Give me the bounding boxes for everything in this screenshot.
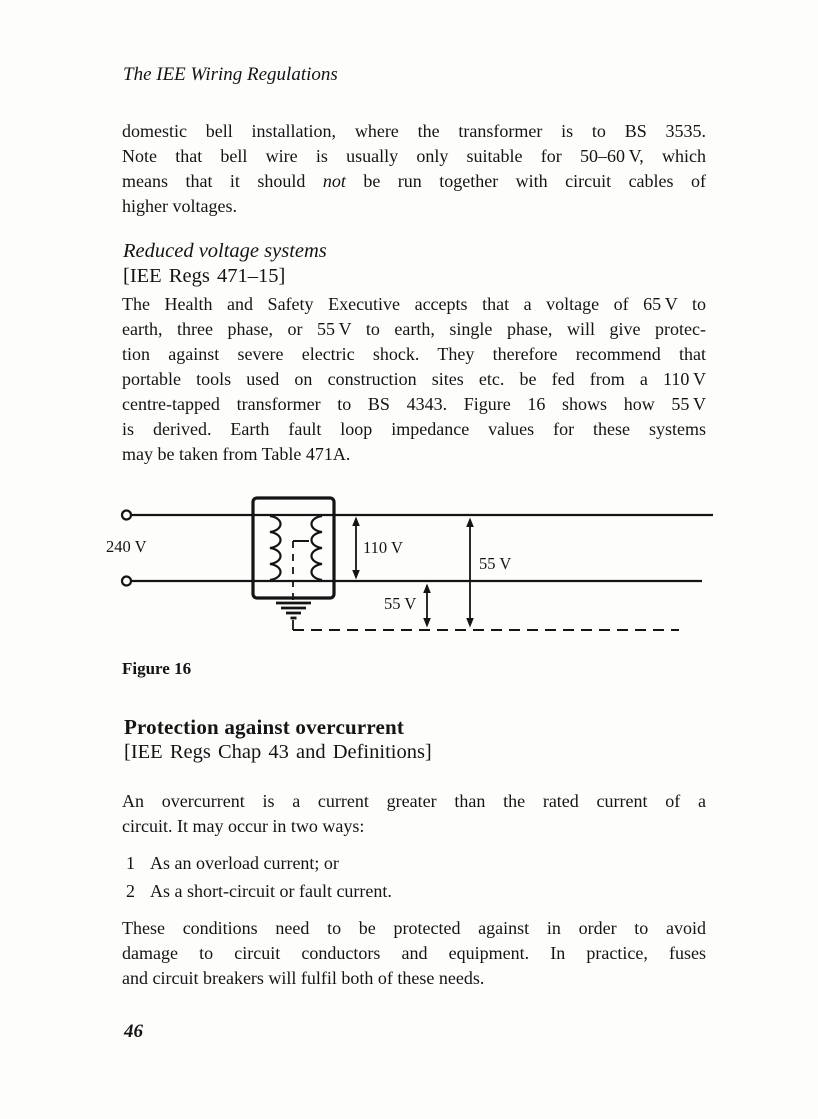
emphasis-not: not [322, 171, 346, 191]
paragraph-line: These conditions need to be protected against in order to avoid [122, 918, 706, 938]
earth-icon [276, 603, 311, 618]
list-item-number: 1 [126, 853, 135, 873]
paragraph-line: An overcurrent is a current greater than the rated current of a [122, 791, 706, 811]
page-number: 46 [124, 1021, 143, 1042]
paragraph-line: damage to circuit conductors and equipment. In practice, fuses [122, 943, 706, 963]
dimension-arrow-55v-short [423, 584, 431, 628]
paragraph-line: domestic bell installation, where the transformer is to BS 3535. [122, 121, 706, 141]
paragraph-line: earth, three phase, or 55 V to earth, single phase, will give protec- [122, 319, 706, 339]
list-item-text: As a short-circuit or fault current. [150, 881, 392, 901]
section-heading-reduced-voltage: Reduced voltage systems [123, 240, 327, 262]
dimension-arrow-110v [352, 517, 360, 580]
circuit-diagram [0, 480, 818, 650]
section-heading-overcurrent: Protection against overcurrent [124, 715, 405, 739]
paragraph-line: higher voltages. [122, 196, 237, 216]
paragraph-line: circuit. It may occur in two ways: [122, 816, 365, 836]
overcurrent-paragraph-2 [122, 916, 706, 991]
paragraph-line: is derived. Earth fault loop impedance values for these systems [122, 419, 706, 439]
label-55v-lower: 55 V [384, 594, 417, 613]
transformer-symbol [253, 498, 334, 601]
list-item [126, 879, 706, 904]
regulation-reference: [IEE Regs 471–15] [123, 265, 286, 287]
label-240v: 240 V [106, 537, 147, 556]
overcurrent-list [126, 851, 706, 907]
overcurrent-paragraph-1 [122, 789, 706, 839]
figure-caption: Figure 16 [122, 659, 192, 678]
paragraph-line: The Health and Safety Executive accepts that a voltage of 65 V to [122, 294, 706, 314]
list-item-text: As an overload current; or [150, 853, 339, 873]
running-header: The IEE Wiring Regulations [123, 64, 338, 85]
paragraph-line: portable tools used on construction sites etc. be fed from a 110 V [122, 369, 706, 389]
list-item-number: 2 [126, 881, 135, 901]
paragraph-line: may be taken from Table 471A. [122, 444, 351, 464]
paragraph-line: Note that bell wire is usually only suitable for 50–60 V, which [122, 146, 706, 166]
wires [132, 515, 714, 581]
paragraph-line: and circuit breakers will fulfil both of these needs. [122, 968, 485, 988]
paragraph-line: tion against severe electric shock. They therefore recommend that [122, 344, 706, 364]
dimension-arrow-55v-tall [466, 518, 474, 628]
label-55v-upper: 55 V [479, 554, 512, 573]
paragraph-line: centre-tapped transformer to BS 4343. Figure 16 shows how 55 V [122, 394, 706, 414]
list-item [126, 851, 706, 876]
regulation-reference: [IEE Regs Chap 43 and Definitions] [124, 741, 432, 763]
reduced-voltage-paragraph [122, 292, 706, 467]
paragraph-line: means that it should not be run together with circuit cables of [122, 171, 707, 191]
label-110v: 110 V [363, 538, 403, 557]
intro-paragraph [122, 119, 706, 219]
